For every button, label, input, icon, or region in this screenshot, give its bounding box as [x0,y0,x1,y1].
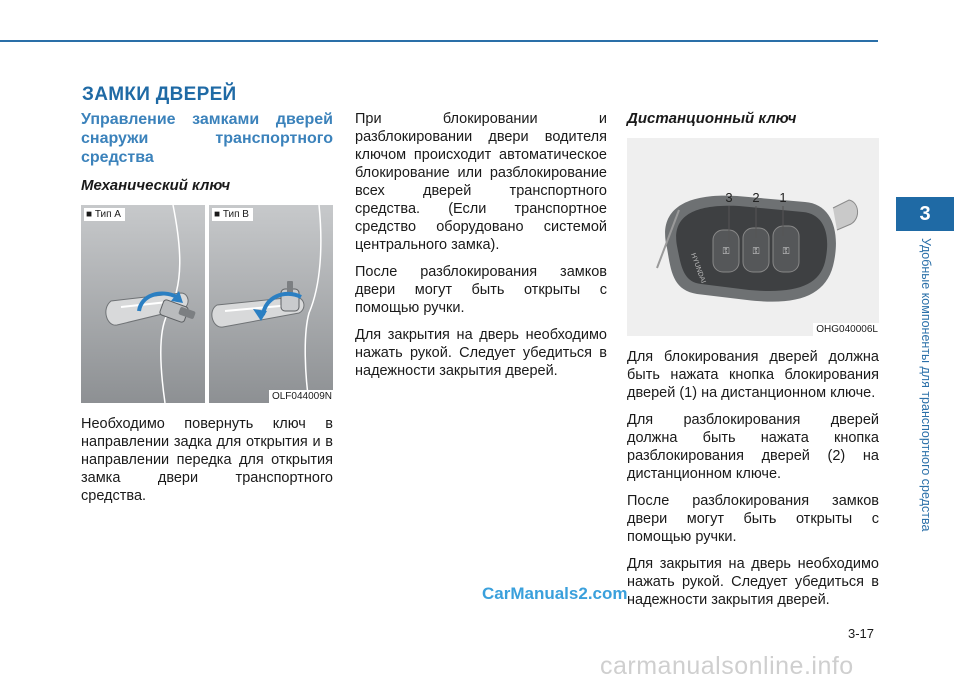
paragraph: При блокировании и разблокировании двери водителя ключом происходит автоматическое блокирование или разблокирование всех дверей транспортного средства. (Если транспортное средство оборудовано системой центрального замка). [355,111,607,253]
section-heading: Управление замками дверей снаружи транспортного средства [81,111,333,166]
paragraph: Для разблокирования дверей должна быть нажата кнопка разблокирования дверей (2) на дистанционном ключе. [627,412,879,482]
mechanical-key-heading: Механический ключ [81,177,231,194]
figure-panel-type-b [209,205,333,403]
chapter-tab: 3 [896,197,954,231]
callout-1: 1 [779,190,787,205]
svg-text:⚿: ⚿ [722,247,730,257]
chapter-side-title: Удобные компоненты для транспортного средства [919,238,933,532]
remote-key-heading: Дистанционный ключ [627,110,797,127]
paragraph: Для закрытия на дверь необходимо нажать рукой. Следует убедиться в надежности закрытия дверей. [355,327,607,379]
section-title: ЗАМКИ ДВЕРЕЙ [82,84,237,105]
svg-text:⚿: ⚿ [782,247,790,257]
column-1 [81,110,333,514]
paragraph: После разблокирования замков двери могут быть открыты с помощью ручки. [627,493,879,545]
remote-key-figure [627,138,879,336]
type-a-label: ■ Тип A [84,208,125,221]
callout-2: 2 [752,190,760,205]
type-b-label: ■ Тип B [212,208,253,221]
column-2 [355,110,607,389]
remote-key-illustration [627,138,879,336]
watermark-carmanuals2[interactable]: CarManuals2.com [482,584,628,603]
figure-code: OHG040006L [813,323,879,336]
paragraph: Для закрытия на дверь необходимо нажать рукой. Следует убедиться в надежности закрытия дверей. [627,556,879,608]
door-handle-b-illustration [209,205,333,403]
mechanical-key-paragraph: Необходимо повернуть ключ в направлении задка для открытия и в направлении передка для открытия замка двери транспортного средства. [81,416,333,504]
brand-logo-text: HYUNDAI [689,252,707,285]
paragraph: После разблокирования замков двери могут быть открыты с помощью ручки. [355,264,607,316]
column-3 [627,110,879,618]
paragraph: Для блокирования дверей должна быть нажата кнопка блокирования дверей (1) на дистанционном ключе. [627,349,879,401]
watermark-carmanualsonline[interactable]: carmanualsonline.info [600,652,854,680]
svg-text:⚿: ⚿ [752,247,760,257]
top-rule [0,40,878,42]
page-number: 3-17 [848,626,875,641]
door-handle-figure [81,205,333,403]
figure-panel-type-a [81,205,205,403]
callout-3: 3 [725,190,733,205]
figure-code: OLF044009N [269,390,333,403]
door-handle-a-illustration [81,205,205,403]
